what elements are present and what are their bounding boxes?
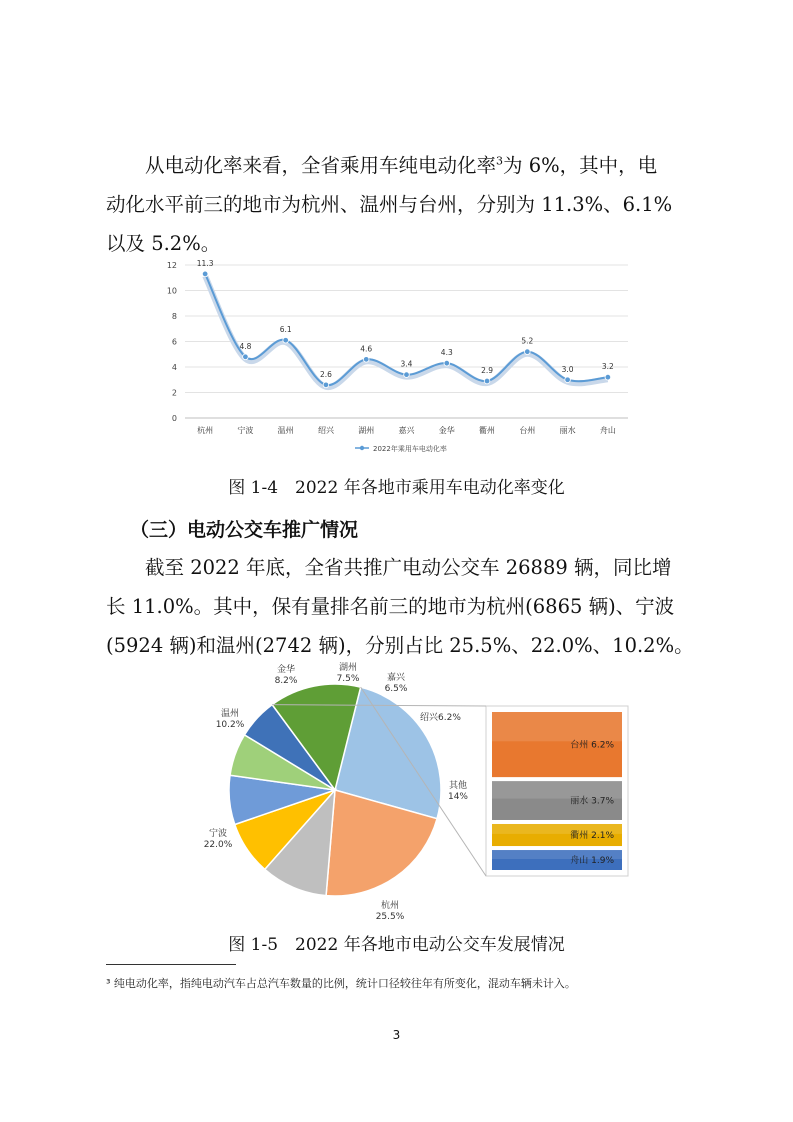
- slice-name: 杭州: [380, 901, 400, 911]
- figure-1-4-caption: 图 1-4 2022 年各地市乘用车电动化率变化: [228, 478, 565, 498]
- x-tick-label: 绍兴: [317, 426, 334, 435]
- slice-name: 湖州: [338, 663, 358, 673]
- para1-line1-text-a: 从电动化率来看，全省乘用车纯电动化率: [145, 154, 497, 177]
- x-tick-label: 温州: [277, 426, 294, 435]
- slice-value: 7.5%: [336, 674, 360, 684]
- data-point: [323, 382, 329, 388]
- data-point: [565, 377, 571, 383]
- slice-name: 温州: [220, 709, 240, 719]
- data-label: 4.8: [239, 341, 252, 351]
- data-label: 2.9: [481, 366, 494, 376]
- figure-1-5-caption: 图 1-5 2022 年各地市电动公交车发展情况: [228, 935, 565, 955]
- slice-value: 25.5%: [375, 912, 405, 920]
- slice-value: 14%: [447, 792, 469, 802]
- data-label: 3.4: [400, 359, 413, 369]
- y-tick-label: 2: [171, 388, 177, 398]
- para2-line1: 截至 2022 年底，全省共推广电动公交车 26889 辆，同比增: [145, 556, 672, 579]
- series-line-shadow: [205, 276, 608, 387]
- slice-value: 22.0%: [203, 840, 233, 850]
- y-tick-label: 6: [171, 337, 177, 347]
- x-tick-label: 衢州: [479, 426, 496, 435]
- y-tick-label: 0: [171, 414, 177, 423]
- footnote-ref[interactable]: 3: [496, 154, 504, 168]
- y-tick-label: 10: [166, 286, 177, 296]
- data-point: [484, 378, 490, 384]
- legend-label: 2022年乘用车电动化率: [373, 445, 447, 453]
- data-label: 6.1: [279, 325, 292, 335]
- x-tick-label: 杭州: [197, 426, 214, 435]
- data-label: 4.3: [440, 348, 453, 358]
- ebus-pie-chart: [190, 660, 640, 920]
- data-point: [202, 271, 208, 277]
- slice-value: 6.5%: [384, 684, 408, 694]
- data-label: 4.6: [360, 344, 373, 354]
- slice-value: 8.2%: [274, 676, 298, 686]
- footnote: ³ 纯电动化率，指纯电动汽车占总汽车数量的比例，统计口径较往年有所变化，混动车辆未计入。: [106, 977, 576, 990]
- data-label: 2.6: [319, 369, 332, 379]
- data-point: [444, 360, 450, 366]
- slice-name: 金华: [276, 665, 296, 675]
- breakout-label: 衢州 2.1%: [570, 831, 614, 842]
- breakout-segment-highlight: [492, 712, 622, 741]
- data-label: 5.2: [521, 336, 534, 346]
- data-label: 3.0: [561, 364, 574, 374]
- data-point: [525, 349, 531, 355]
- data-point: [404, 372, 410, 378]
- x-tick-label: 丽水: [559, 426, 576, 435]
- page-number: 3: [392, 1028, 401, 1042]
- para1-line1-text-b: 为 6%，其中，电: [503, 154, 658, 177]
- breakout-label: 舟山 1.9%: [570, 856, 614, 867]
- breakout-label: 丽水 3.7%: [570, 796, 614, 807]
- data-point: [283, 337, 289, 343]
- breakout-label: 台州 6.2%: [570, 740, 614, 751]
- footnote-divider: [106, 964, 236, 965]
- x-tick-label: 金华: [438, 426, 455, 435]
- legend-swatch-marker: [360, 446, 364, 450]
- x-tick-label: 嘉兴: [398, 426, 415, 435]
- para1-line1: [145, 150, 657, 178]
- slice-name: 嘉兴: [386, 673, 406, 683]
- section-heading: （三）电动公交车推广情况: [130, 519, 359, 541]
- slice-name: 其他: [448, 781, 468, 791]
- x-tick-label: 宁波: [237, 426, 254, 435]
- data-point: [243, 354, 249, 360]
- para2-line3: (5924 辆)和温州(2742 辆)，分别占比 25.5%、22.0%、10.2%。: [106, 634, 694, 657]
- para1-line2: 动化水平前三的地市为杭州、温州与台州，分别为 11.3%、6.1%: [106, 193, 673, 216]
- data-label: 11.3: [196, 258, 214, 268]
- data-point: [363, 357, 369, 363]
- x-tick-label: 舟山: [599, 426, 616, 435]
- data-label: 3.2: [601, 362, 614, 372]
- x-tick-label: 湖州: [358, 426, 375, 435]
- slice-value: 10.2%: [215, 720, 245, 730]
- data-point: [605, 374, 611, 380]
- ev-rate-line-chart: [160, 255, 640, 460]
- y-tick-label: 4: [171, 363, 177, 372]
- slice-name: 宁波: [208, 829, 228, 839]
- y-tick-label: 12: [166, 261, 177, 270]
- x-tick-label: 台州: [519, 426, 536, 435]
- para1-line3: 以及 5.2%。: [106, 232, 221, 255]
- slice-label: 绍兴6.2%: [420, 713, 461, 723]
- para2-line2: 长 11.0%。其中，保有量排名前三的地市为杭州(6865 辆)、宁波: [106, 595, 675, 618]
- y-tick-label: 8: [171, 312, 177, 321]
